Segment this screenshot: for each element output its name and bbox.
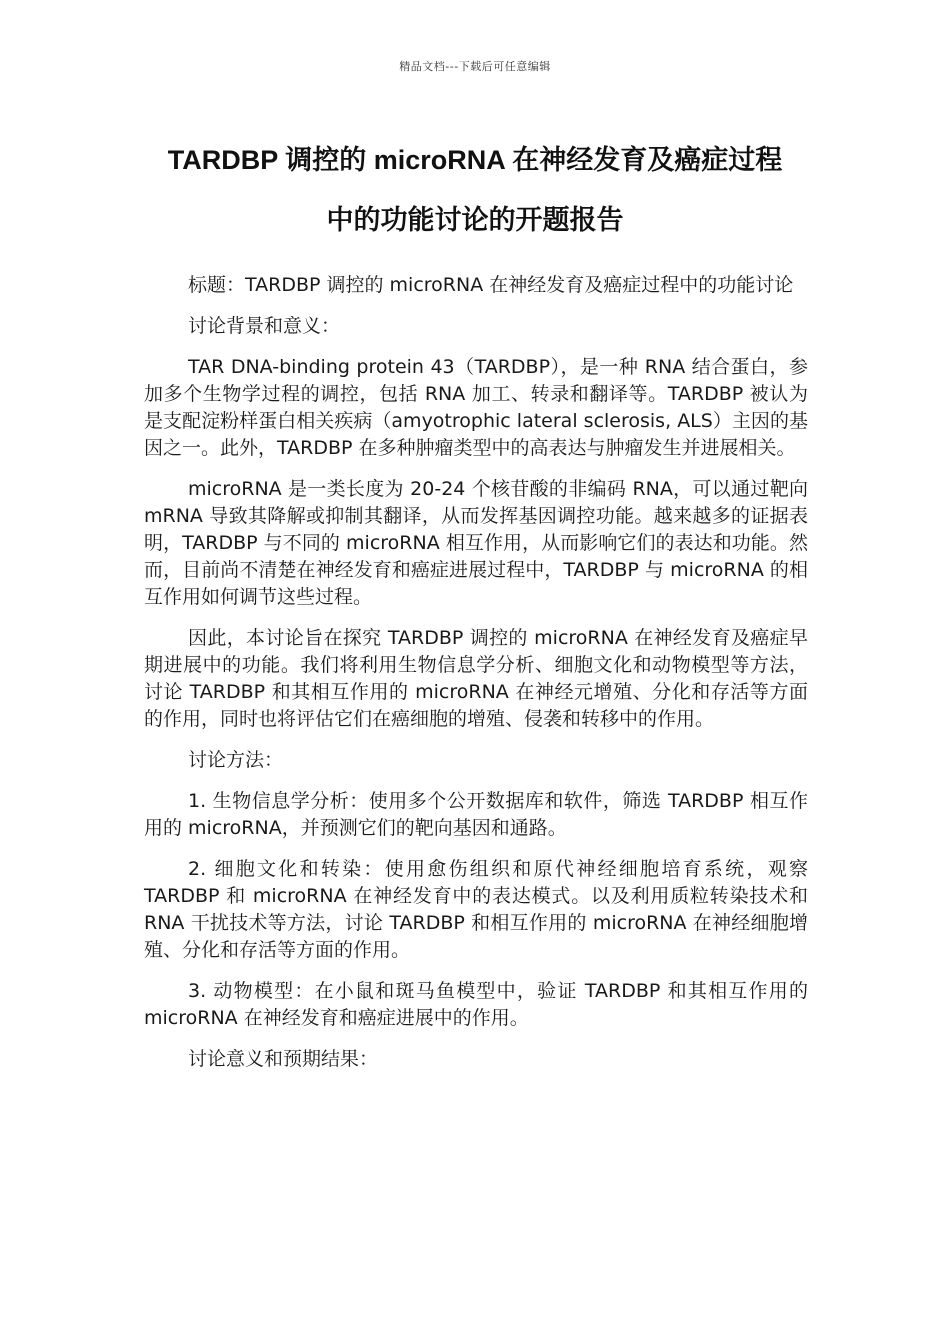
document-body bbox=[144, 272, 808, 1087]
list-item: 2. 细胞文化和转染：使用愈伤组织和原代神经细胞培育系统，观察 TARDBP 和 microRNA 在神经发育中的表达模式。以及利用质粒转染技术和 RNA 干扰技术等方法，讨论 TARDBP 和相互作用的 microRNA 在神经细胞增殖、分化和存活等方面的作用。 bbox=[144, 858, 808, 961]
section-heading-background: 讨论背景和意义： bbox=[188, 315, 341, 337]
document-title bbox=[145, 130, 805, 250]
section-heading-significance: 讨论意义和预期结果： bbox=[188, 1048, 379, 1070]
section-heading-methods: 讨论方法： bbox=[188, 749, 284, 771]
paragraph: microRNA 是一类长度为 20-24 个核苷酸的非编码 RNA，可以通过靶向 mRNA 导致其降解或抑制其翻译，从而发挥基因调控功能。越来越多的证据表明，TARDBP 与不同的 microRNA 相互作用，从而影响它们的表达和功能。然而，目前尚不清楚在神经发育和癌症进展过程中，TARDBP 与 microRNA 的相互作用如何调节这些过程。 bbox=[144, 478, 808, 608]
paragraph-title: 标题：TARDBP 调控的 microRNA 在神经发育及癌症过程中的功能讨论 bbox=[188, 274, 794, 296]
list-item: 3. 动物模型：在小鼠和斑马鱼模型中，验证 TARDBP 和其相互作用的 microRNA 在神经发育和癌症进展中的作用。 bbox=[144, 980, 808, 1029]
page-header: 精品文档---下载后可任意编辑 bbox=[399, 60, 551, 73]
title-line-1: TARDBP 调控的 microRNA 在神经发育及癌症过程 bbox=[167, 145, 783, 175]
list-item: 1. 生物信息学分析：使用多个公开数据库和软件，筛选 TARDBP 相互作用的 microRNA，并预测它们的靶向基因和通路。 bbox=[144, 790, 808, 839]
paragraph: 因此，本讨论旨在探究 TARDBP 调控的 microRNA 在神经发育及癌症早期进展中的功能。我们将利用生物信息学分析、细胞文化和动物模型等方法，讨论 TARDBP 和其相互作用的 microRNA 在神经元增殖、分化和存活等方面的作用，同时也将评估它们在癌细胞的增殖、侵袭和转移中的作用。 bbox=[144, 627, 808, 730]
paragraph: TAR DNA-binding protein 43（TARDBP），是一种 RNA 结合蛋白，参加多个生物学过程的调控，包括 RNA 加工、转录和翻译等。TARDBP 被认为是支配淀粉样蛋白相关疾病（amyotrophic lateral sclerosis, ALS）主因的基因之一。此外，TARDBP 在多种肿瘤类型中的高表达与肿瘤发生并进展相关。 bbox=[144, 356, 808, 459]
title-line-2: 中的功能讨论的开题报告 bbox=[326, 205, 624, 235]
